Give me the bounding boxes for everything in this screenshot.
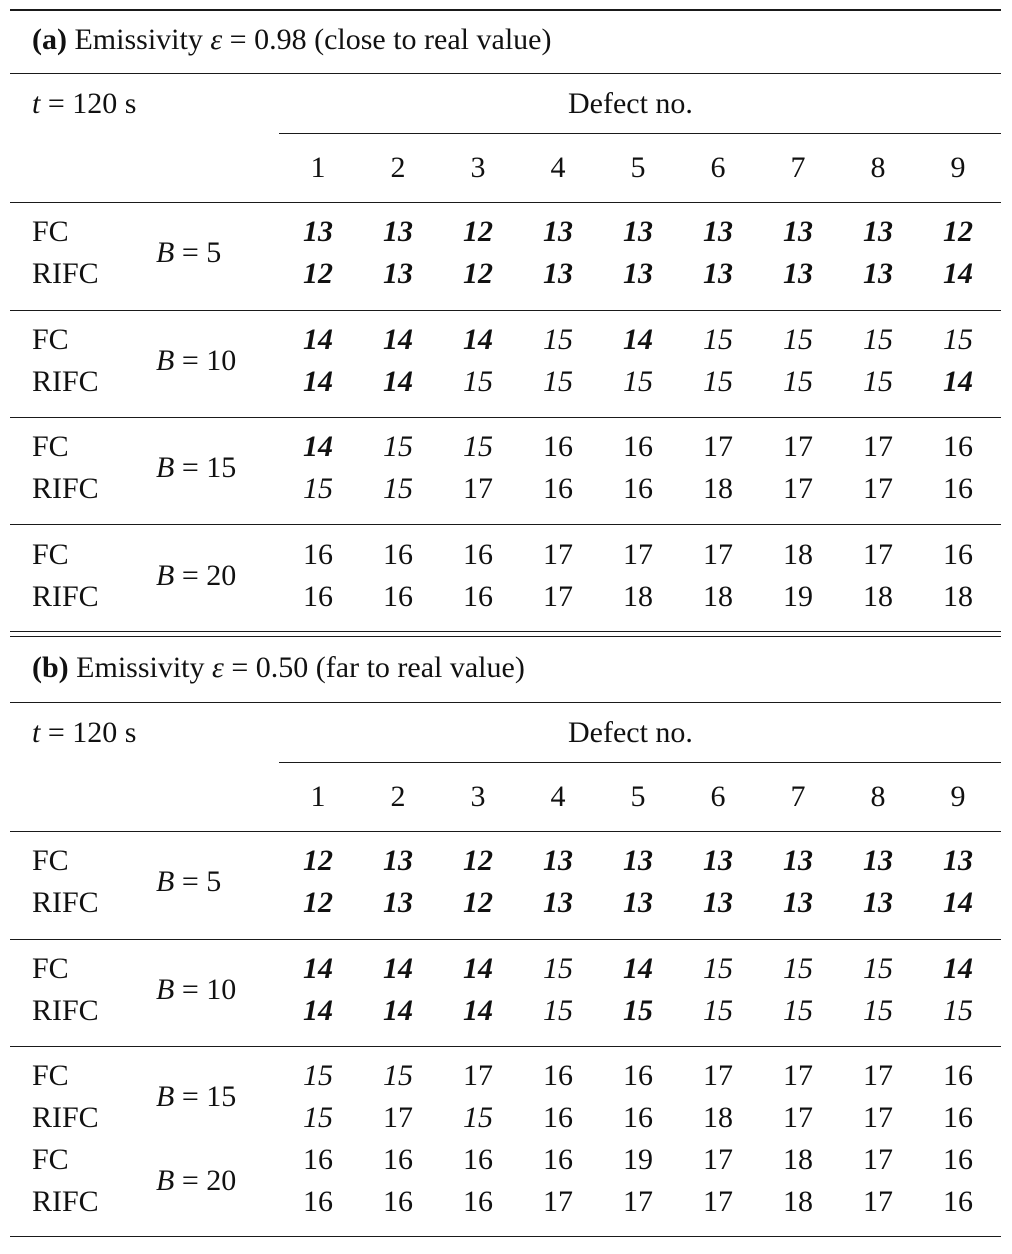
defect-number: 5 bbox=[630, 780, 646, 813]
table-cell: 17 bbox=[863, 1059, 893, 1092]
table-cell: 17 bbox=[863, 472, 893, 505]
table-cell: 15 bbox=[623, 365, 653, 398]
table-cell: 15 bbox=[623, 994, 653, 1027]
defect-number: 8 bbox=[870, 151, 886, 184]
method-label: RIFC bbox=[32, 886, 99, 919]
table-cell: 13 bbox=[703, 844, 733, 877]
table-cell: 16 bbox=[463, 1143, 493, 1176]
table-cell: 15 bbox=[703, 365, 733, 398]
group-rule bbox=[10, 1046, 1001, 1047]
table-cell: 14 bbox=[943, 886, 973, 919]
table-cell: 13 bbox=[543, 886, 573, 919]
table-cell: 13 bbox=[863, 886, 893, 919]
b-variable: B bbox=[156, 1164, 175, 1197]
table-cell: 15 bbox=[863, 365, 893, 398]
table-cell: 12 bbox=[463, 257, 493, 290]
table-cell: 17 bbox=[703, 1185, 733, 1218]
table-cell: 16 bbox=[463, 1185, 493, 1218]
defect-number: 9 bbox=[950, 151, 966, 184]
b-variable: B bbox=[156, 973, 175, 1006]
table-cell: 12 bbox=[303, 886, 333, 919]
table-cell: 18 bbox=[703, 472, 733, 505]
method-label: FC bbox=[32, 844, 69, 877]
defect-number: 4 bbox=[550, 780, 566, 813]
table-cell: 12 bbox=[303, 257, 333, 290]
table-cell: 17 bbox=[703, 1059, 733, 1092]
table-cell: 13 bbox=[543, 215, 573, 248]
section-caption bbox=[32, 650, 525, 686]
table-cell: 17 bbox=[703, 1143, 733, 1176]
table-cell: 12 bbox=[463, 215, 493, 248]
defect-number: 1 bbox=[310, 151, 326, 184]
table-cell: 18 bbox=[703, 580, 733, 613]
table-cell: 15 bbox=[783, 323, 813, 356]
table-cell: 18 bbox=[623, 580, 653, 613]
table-cell: 16 bbox=[463, 538, 493, 571]
table-cell: 15 bbox=[383, 1059, 413, 1092]
section-end-rule bbox=[10, 631, 1001, 632]
table-cell: 16 bbox=[383, 538, 413, 571]
method-label: RIFC bbox=[32, 994, 99, 1027]
table-cell: 16 bbox=[543, 472, 573, 505]
table-cell: 15 bbox=[303, 472, 333, 505]
table-cell: 17 bbox=[703, 430, 733, 463]
method-label: RIFC bbox=[32, 472, 99, 505]
caption-rule bbox=[10, 73, 1001, 74]
section-caption bbox=[32, 22, 551, 58]
method-label: RIFC bbox=[32, 580, 99, 613]
table-cell: 17 bbox=[623, 1185, 653, 1218]
epsilon-symbol: ε bbox=[210, 23, 223, 56]
caption-note: (far to real value) bbox=[308, 651, 525, 684]
defect-number: 2 bbox=[390, 151, 406, 184]
table-cell: 13 bbox=[623, 257, 653, 290]
defect-header: Defect no. bbox=[568, 716, 693, 749]
section-tag: (a) bbox=[32, 23, 67, 56]
table-cell: 18 bbox=[943, 580, 973, 613]
table-cell: 15 bbox=[543, 365, 573, 398]
b-variable: B bbox=[156, 1080, 175, 1113]
header-rule bbox=[10, 202, 1001, 203]
table-cell: 13 bbox=[943, 844, 973, 877]
b-variable: B bbox=[156, 344, 175, 377]
method-label: FC bbox=[32, 1059, 69, 1092]
emissivity-value: = 0.98 bbox=[222, 23, 307, 56]
table-cell: 17 bbox=[863, 430, 893, 463]
table-cell: 17 bbox=[863, 1143, 893, 1176]
table-cell: 13 bbox=[783, 257, 813, 290]
table-cell: 13 bbox=[863, 257, 893, 290]
table-cell: 12 bbox=[463, 886, 493, 919]
caption-note: (close to real value) bbox=[306, 23, 552, 56]
method-label: FC bbox=[32, 1143, 69, 1176]
section-end-rule bbox=[10, 636, 1001, 637]
top-rule bbox=[10, 9, 1001, 11]
table-cell: 16 bbox=[943, 1059, 973, 1092]
table-cell: 13 bbox=[703, 886, 733, 919]
table-cell: 16 bbox=[623, 430, 653, 463]
table-cell: 14 bbox=[383, 952, 413, 985]
table-cell: 15 bbox=[383, 430, 413, 463]
time-label bbox=[32, 86, 136, 122]
table-cell: 15 bbox=[863, 994, 893, 1027]
b-variable: B bbox=[156, 865, 175, 898]
table-cell: 15 bbox=[463, 1101, 493, 1134]
table-cell: 13 bbox=[543, 257, 573, 290]
b-variable: B bbox=[156, 236, 175, 269]
table-cell: 17 bbox=[543, 1185, 573, 1218]
table-cell: 17 bbox=[863, 538, 893, 571]
table-cell: 15 bbox=[863, 323, 893, 356]
group-rule bbox=[10, 310, 1001, 311]
table-cell: 15 bbox=[783, 994, 813, 1027]
table-cell: 17 bbox=[543, 538, 573, 571]
table-cell: 13 bbox=[783, 886, 813, 919]
b-value: = 15 bbox=[174, 451, 237, 484]
group-rule bbox=[10, 939, 1001, 940]
table-cell: 16 bbox=[543, 1143, 573, 1176]
table-cell: 19 bbox=[623, 1143, 653, 1176]
group-rule bbox=[10, 524, 1001, 525]
table-cell: 16 bbox=[383, 1185, 413, 1218]
table-cell: 16 bbox=[383, 1143, 413, 1176]
table-cell: 13 bbox=[303, 215, 333, 248]
table-cell: 16 bbox=[943, 1101, 973, 1134]
table-cell: 19 bbox=[783, 580, 813, 613]
defect-number: 7 bbox=[790, 151, 806, 184]
table-cell: 16 bbox=[943, 430, 973, 463]
table-cell: 15 bbox=[943, 323, 973, 356]
table-cell: 13 bbox=[383, 257, 413, 290]
table-cell: 17 bbox=[463, 472, 493, 505]
table-cell: 16 bbox=[623, 472, 653, 505]
table-cell: 16 bbox=[943, 538, 973, 571]
table-cell: 17 bbox=[463, 1059, 493, 1092]
table-cell: 18 bbox=[863, 580, 893, 613]
b-value: = 20 bbox=[174, 559, 237, 592]
table-cell: 15 bbox=[783, 365, 813, 398]
table-cell: 15 bbox=[543, 323, 573, 356]
table-cell: 14 bbox=[303, 323, 333, 356]
table-cell: 14 bbox=[303, 365, 333, 398]
defect-number: 5 bbox=[630, 151, 646, 184]
table-cell: 12 bbox=[463, 844, 493, 877]
section-end-rule bbox=[10, 1236, 1001, 1237]
table-cell: 15 bbox=[463, 365, 493, 398]
b-parameter-label bbox=[156, 343, 236, 379]
table-cell: 13 bbox=[543, 844, 573, 877]
table-cell: 17 bbox=[703, 538, 733, 571]
table-cell: 17 bbox=[783, 430, 813, 463]
section-tag: (b) bbox=[32, 651, 69, 684]
table-cell: 16 bbox=[943, 1143, 973, 1176]
table-cell: 17 bbox=[783, 472, 813, 505]
method-label: FC bbox=[32, 215, 69, 248]
table-cell: 18 bbox=[783, 538, 813, 571]
table-cell: 17 bbox=[623, 538, 653, 571]
table-cell: 16 bbox=[303, 1143, 333, 1176]
table-cell: 14 bbox=[943, 257, 973, 290]
method-label: RIFC bbox=[32, 365, 99, 398]
table-cell: 16 bbox=[543, 1101, 573, 1134]
table-cell: 14 bbox=[303, 430, 333, 463]
table-cell: 16 bbox=[303, 538, 333, 571]
table-cell: 15 bbox=[303, 1101, 333, 1134]
method-label: FC bbox=[32, 538, 69, 571]
table-cell: 16 bbox=[383, 580, 413, 613]
defect-header-rule bbox=[279, 133, 1001, 134]
table-cell: 12 bbox=[303, 844, 333, 877]
b-value: = 10 bbox=[174, 344, 237, 377]
table-cell: 12 bbox=[943, 215, 973, 248]
table-cell: 13 bbox=[383, 886, 413, 919]
caption-text: Emissivity bbox=[74, 23, 211, 56]
table-cell: 15 bbox=[703, 323, 733, 356]
defect-number: 3 bbox=[470, 151, 486, 184]
table-cell: 18 bbox=[783, 1185, 813, 1218]
method-label: RIFC bbox=[32, 257, 99, 290]
table-cell: 17 bbox=[543, 580, 573, 613]
b-parameter-label bbox=[156, 235, 221, 271]
table-cell: 13 bbox=[783, 844, 813, 877]
table-cell: 14 bbox=[463, 323, 493, 356]
b-parameter-label bbox=[156, 450, 236, 486]
b-parameter-label bbox=[156, 972, 236, 1008]
table-cell: 15 bbox=[543, 952, 573, 985]
table-cell: 15 bbox=[463, 430, 493, 463]
table-cell: 18 bbox=[783, 1143, 813, 1176]
table-cell: 13 bbox=[623, 886, 653, 919]
b-value: = 15 bbox=[174, 1080, 237, 1113]
table-cell: 14 bbox=[383, 365, 413, 398]
emissivity-value: = 0.50 bbox=[223, 651, 309, 684]
group-rule bbox=[10, 417, 1001, 418]
method-label: FC bbox=[32, 430, 69, 463]
table-cell: 14 bbox=[623, 323, 653, 356]
time-value: = 120 s bbox=[40, 716, 137, 749]
defect-number: 3 bbox=[470, 780, 486, 813]
table-cell: 16 bbox=[303, 1185, 333, 1218]
table-cell: 13 bbox=[703, 257, 733, 290]
b-variable: B bbox=[156, 559, 175, 592]
defect-number: 4 bbox=[550, 151, 566, 184]
epsilon-symbol: ε bbox=[212, 651, 224, 684]
time-variable: t bbox=[32, 716, 41, 749]
table-cell: 15 bbox=[863, 952, 893, 985]
table-cell: 16 bbox=[623, 1101, 653, 1134]
table-cell: 16 bbox=[943, 1185, 973, 1218]
method-label: RIFC bbox=[32, 1185, 99, 1218]
table-cell: 13 bbox=[623, 215, 653, 248]
defect-header: Defect no. bbox=[568, 87, 693, 120]
defect-number: 2 bbox=[390, 780, 406, 813]
table-cell: 14 bbox=[623, 952, 653, 985]
b-variable: B bbox=[156, 451, 175, 484]
method-label: RIFC bbox=[32, 1101, 99, 1134]
defect-number: 6 bbox=[710, 780, 726, 813]
defect-number: 1 bbox=[310, 780, 326, 813]
table-cell: 16 bbox=[463, 580, 493, 613]
time-variable: t bbox=[32, 87, 41, 120]
table-cell: 14 bbox=[943, 365, 973, 398]
defect-header-rule bbox=[279, 762, 1001, 763]
table-cell: 13 bbox=[383, 215, 413, 248]
table-cell: 16 bbox=[543, 1059, 573, 1092]
method-label: FC bbox=[32, 323, 69, 356]
table-cell: 16 bbox=[943, 472, 973, 505]
table-cell: 15 bbox=[383, 472, 413, 505]
table-cell: 15 bbox=[943, 994, 973, 1027]
table-cell: 15 bbox=[303, 1059, 333, 1092]
defect-number: 9 bbox=[950, 780, 966, 813]
table-cell: 16 bbox=[543, 430, 573, 463]
b-parameter-label bbox=[156, 558, 236, 594]
table-cell: 17 bbox=[863, 1101, 893, 1134]
table-cell: 14 bbox=[463, 994, 493, 1027]
table-cell: 15 bbox=[703, 952, 733, 985]
table-cell: 13 bbox=[703, 215, 733, 248]
table-cell: 13 bbox=[863, 844, 893, 877]
table-cell: 14 bbox=[383, 994, 413, 1027]
time-value: = 120 s bbox=[40, 87, 137, 120]
b-value: = 5 bbox=[174, 865, 222, 898]
method-label: FC bbox=[32, 952, 69, 985]
table-cell: 14 bbox=[303, 994, 333, 1027]
b-parameter-label bbox=[156, 1079, 236, 1115]
table-cell: 16 bbox=[303, 580, 333, 613]
table-cell: 15 bbox=[543, 994, 573, 1027]
table-cell: 14 bbox=[943, 952, 973, 985]
table-cell: 13 bbox=[623, 844, 653, 877]
defect-number: 8 bbox=[870, 780, 886, 813]
table-cell: 13 bbox=[783, 215, 813, 248]
table-cell: 15 bbox=[783, 952, 813, 985]
b-value: = 20 bbox=[174, 1164, 237, 1197]
table-cell: 14 bbox=[383, 323, 413, 356]
defect-number: 7 bbox=[790, 780, 806, 813]
table-cell: 17 bbox=[383, 1101, 413, 1134]
table-cell: 17 bbox=[863, 1185, 893, 1218]
table-cell: 18 bbox=[703, 1101, 733, 1134]
table-cell: 13 bbox=[863, 215, 893, 248]
header-rule bbox=[10, 831, 1001, 832]
table-cell: 17 bbox=[783, 1101, 813, 1134]
caption-rule bbox=[10, 702, 1001, 703]
defect-number: 6 bbox=[710, 151, 726, 184]
b-parameter-label bbox=[156, 864, 221, 900]
table-cell: 14 bbox=[303, 952, 333, 985]
table-cell: 17 bbox=[783, 1059, 813, 1092]
b-parameter-label bbox=[156, 1163, 236, 1199]
caption-text: Emissivity bbox=[76, 651, 213, 684]
b-value: = 10 bbox=[174, 973, 237, 1006]
table-cell: 13 bbox=[383, 844, 413, 877]
table-cell: 15 bbox=[703, 994, 733, 1027]
time-label bbox=[32, 715, 136, 751]
b-value: = 5 bbox=[174, 236, 222, 269]
table-cell: 16 bbox=[623, 1059, 653, 1092]
table-cell: 14 bbox=[463, 952, 493, 985]
